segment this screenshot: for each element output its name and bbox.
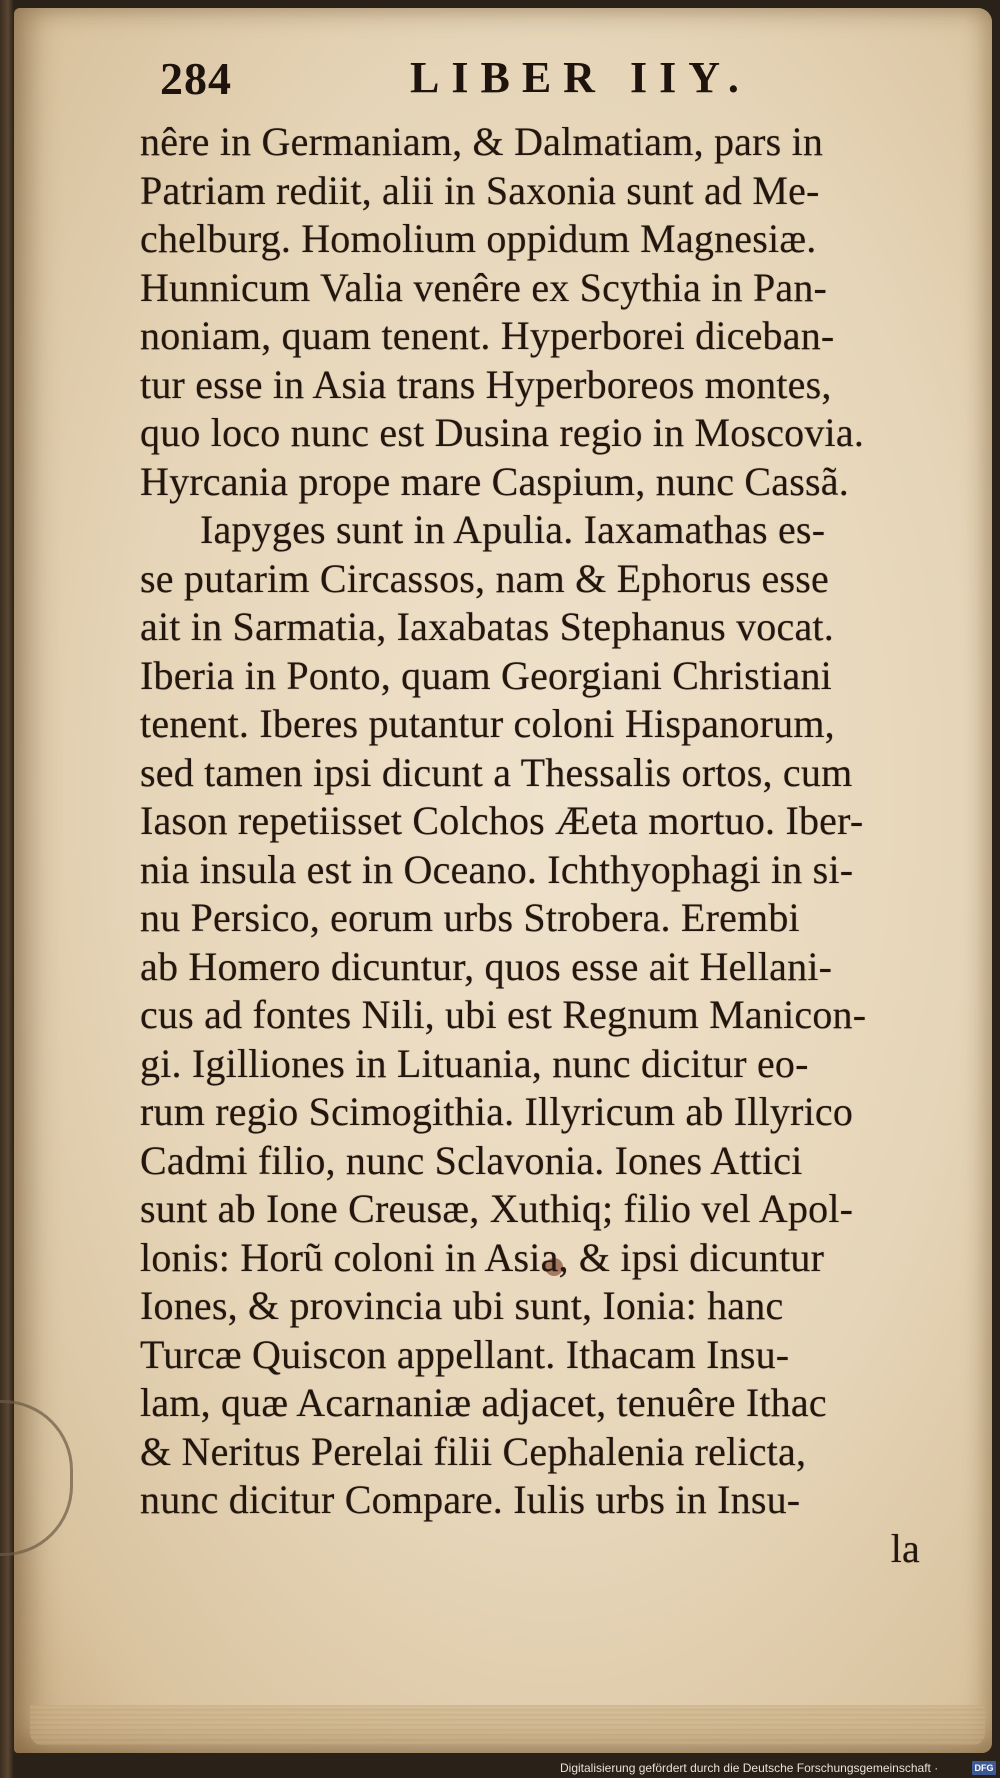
text-line: nu Persico, eorum urbs Strobera. Erembi [140, 895, 800, 940]
running-title: LIBER IIY. [410, 53, 751, 102]
text-line: rum regio Scimogithia. Illyricum ab Illyrico [140, 1089, 854, 1134]
page-number: 284 [160, 53, 232, 104]
text-line: ab Homero dicuntur, quos esse ait Hellani- [140, 943, 833, 989]
text-line: chelburg. Homolium oppidum Magnesiæ. [140, 216, 817, 261]
text-line: ait in Sarmatia, Iaxabatas Stephanus vocat. [140, 604, 834, 649]
text-line: Turcæ Quiscon appellant. Ithacam Insu- [140, 1331, 790, 1377]
catchword: la [890, 1525, 920, 1571]
text-line: tenent. Iberes putantur coloni Hispanorum, [140, 701, 835, 746]
text-line: nia insula est in Oceano. Ichthyophagi in si- [140, 846, 854, 892]
text-line: Hyrcania prope mare Caspium, nunc Cassã. [140, 458, 849, 504]
page-edge [30, 1705, 985, 1745]
body-text [140, 118, 940, 1573]
text-line: lam, quæ Acarnaniæ adjacet, tenuêre Ithac [140, 1380, 827, 1425]
text-line: Cadmi filio, nunc Sclavonia. Iones Attici [140, 1137, 803, 1183]
text-line: gi. Igilliones in Lituania, nunc dicitur eo- [140, 1040, 809, 1086]
text-line: cus ad fontes Nili, ubi est Regnum Manicon- [140, 992, 867, 1037]
page-header [160, 52, 860, 122]
text-line: Iones, & provincia ubi sunt, Ionia: hanc [140, 1283, 784, 1328]
text-line: Iapyges sunt in Apulia. Iaxamathas es- [200, 507, 826, 552]
text-line: Hunnicum Valia venêre ex Scythia in Pan- [140, 264, 828, 310]
text-line: tur esse in Asia trans Hyperboreos montes, [140, 361, 832, 407]
text-line: Iberia in Ponto, quam Georgiani Christiani [140, 652, 832, 698]
text-line: Iason repetiisset Colchos Æeta mortuo. Iber- [140, 798, 864, 843]
text-line: lonis: Horũ coloni in Asia, & ipsi dicuntur [140, 1234, 825, 1280]
text-line: sunt ab Ione Creusæ, Xuthiq; filio vel Apol- [140, 1186, 854, 1231]
text-line: Patriam rediit, alii in Saxonia sunt ad Me- [140, 167, 820, 213]
text-line: sed tamen ipsi dicunt a Thessalis ortos, cum [140, 749, 853, 795]
text-line: & Neritus Perelai filii Cephalenia relicta, [140, 1428, 807, 1474]
text-line: nêre in Germaniam, & Dalmatiam, pars in [140, 119, 824, 164]
text-line: nunc dicitur Compare. Iulis urbs in Insu- [140, 1477, 801, 1522]
text-line: quo loco nunc est Dusina regio in Moscovia. [140, 410, 865, 455]
dfg-logo: DFG [972, 1761, 996, 1775]
text-line: se putarim Circassos, nam & Ephorus esse [140, 555, 829, 601]
digitization-credit: Digitalisierung gefördert durch die Deutsche Forschungsgemeinschaft · [560, 1761, 939, 1775]
text-line: noniam, quam tenent. Hyperborei diceban- [140, 313, 835, 358]
